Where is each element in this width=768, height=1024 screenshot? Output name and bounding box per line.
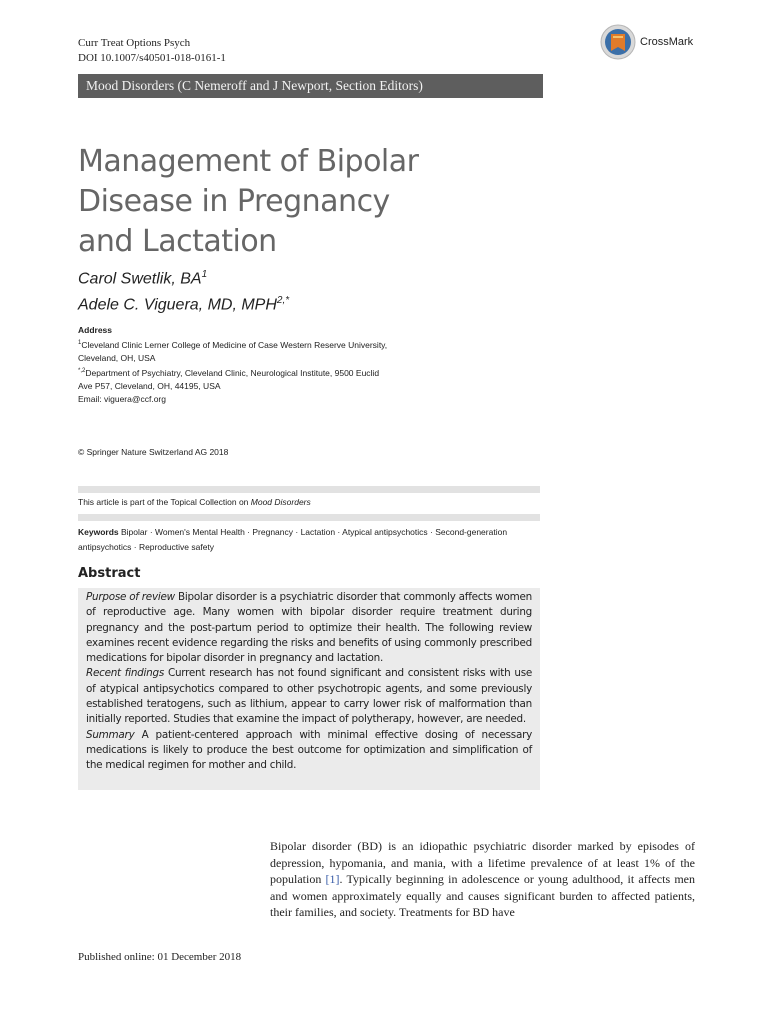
keywords-label: Keywords — [78, 527, 119, 537]
author-2: Adele C. Viguera, MD, $MPH^{2,*}$ — [78, 295, 290, 314]
body-paragraph: Bipolar disorder (BD) is an idiopathic psychiatric disorder marked by episodes of depression, hypomania, and mania, with a lifetime prevalence of at least 1% of the population [1]. Typically beginning in adolescence or young adulthood, it affects men and women approximately equally and causes significant burden to affected patients, their families, and society. Treatments for BD have — [270, 839, 696, 919]
title-line-3: and Lactation — [78, 224, 277, 259]
author-list — [78, 264, 289, 317]
address-block — [78, 324, 408, 406]
divider-rule — [78, 486, 540, 493]
affiliation-1: $^1$Cleveland Clinic Lerner College of Medicine of Case Western Reserve University, — [78, 339, 388, 350]
topical-collection-note: This article is part of the Topical Collection on Mood Disorders — [78, 497, 311, 507]
section-banner: Mood Disorders (C Nemeroff and J Newport, Section Editors) — [78, 74, 543, 98]
affiliation-2: $^{*,2}$Department of Psychiatry, Cleveland Clinic, Neurological Institute, 9500 Euclid — [78, 367, 380, 378]
title-line-2: Disease in Pregnancy — [78, 184, 390, 219]
crossmark-label: CrossMark — [640, 36, 694, 48]
journal-doi[interactable]: DOI 10.1007/s40501-018-0161-1 — [78, 52, 226, 64]
abstract-summary: Summary A patient-centered approach with minimal effective dosing of necessary medications is likely to produce the best outcome for optimization and simplification of the medical regimen for mother and child. — [86, 728, 532, 772]
article-title — [78, 142, 548, 262]
title-line-1: Management of Bipolar — [78, 144, 419, 179]
published-date: Published online: 01 December 2018 — [78, 951, 242, 963]
affiliation-1-cont: Cleveland, OH, USA — [78, 352, 156, 363]
keywords — [78, 525, 540, 555]
journal-header — [78, 36, 226, 66]
crossmark-badge[interactable] — [600, 24, 720, 64]
abstract-purpose: Purpose of review Bipolar disorder is a psychiatric disorder that commonly affects women of reproductive age. Many women with bipolar disorder require treatment during pregnancy and the post-partum period to optimize their health. The following review examines recent evidence regarding the risks and benefits of using commonly prescribed medications for bipolar disorder in pregnancy and lactation. — [86, 591, 532, 665]
crossmark-icon — [600, 24, 636, 60]
address-heading: Address — [78, 325, 113, 335]
journal-name: Curr Treat Options Psych — [78, 37, 191, 49]
topical-collection-link[interactable]: Mood Disorders — [250, 497, 311, 507]
citation-link[interactable]: [1] — [325, 872, 340, 886]
divider-rule — [78, 514, 540, 521]
abstract-findings: Recent findings Current research has not found significant and consistent risks with use of atypical antipsychotics compared to other psychotropic agents, and some previously established teratogens, such as lithium, appear to carry lower risk of malformation than initially reported. Studies that examine the impact of polytherapy, however, are needed. — [86, 667, 532, 726]
affiliation-2-cont: Ave P57, Cleveland, OH, 44195, USA — [78, 380, 221, 391]
copyright-notice: © Springer Nature Switzerland AG 2018 — [78, 447, 229, 457]
author-1: Carol Swetlik, $BA^1$ — [78, 269, 208, 288]
keywords-list: Bipolar · Women's Mental Health · Pregnancy · Lactation · Atypical antipsychotics · Second-generation antipsychotics · Reproductive safety — [78, 527, 508, 552]
email-address[interactable]: Email: viguera@ccf.org — [78, 393, 166, 404]
abstract-heading: Abstract — [78, 566, 141, 581]
abstract-box — [78, 588, 540, 790]
